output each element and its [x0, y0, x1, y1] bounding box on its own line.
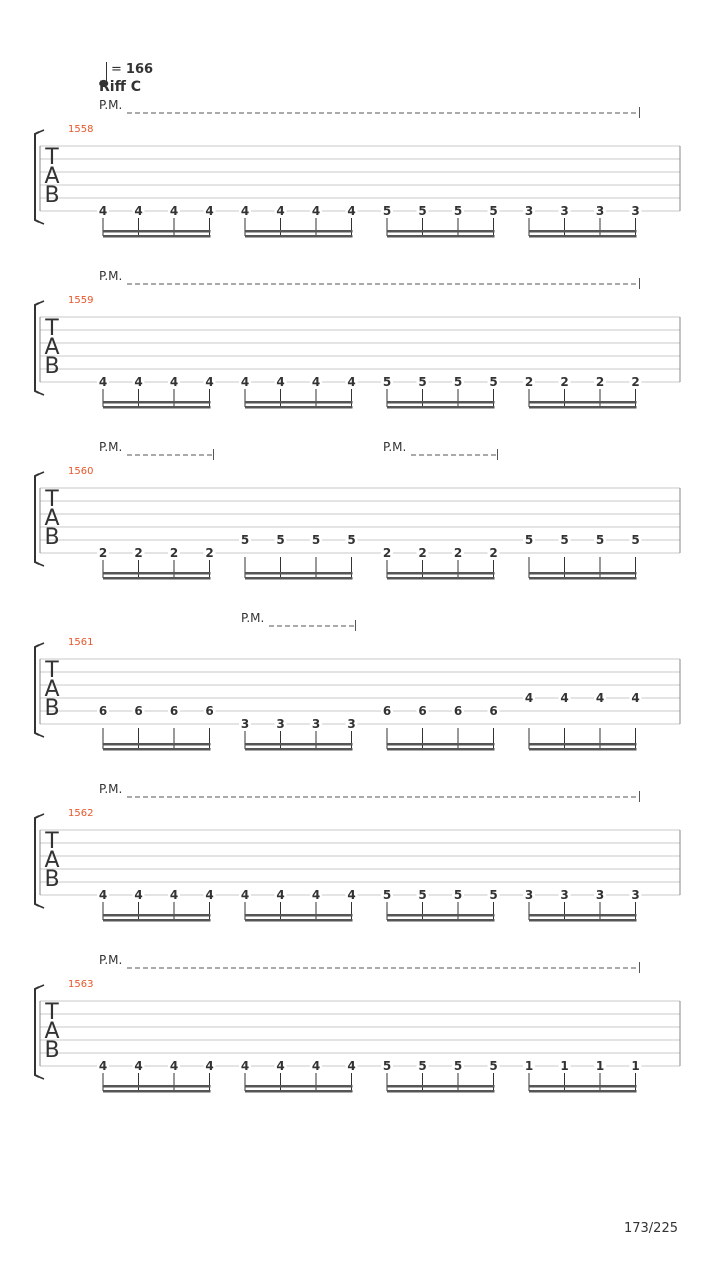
tempo-value: 166	[125, 62, 154, 77]
tab-clef-letter: A	[44, 506, 60, 531]
fret-number: 1	[595, 1059, 605, 1073]
fret-number: 6	[418, 704, 427, 718]
measure-number: 1561	[68, 637, 94, 648]
beam-primary	[245, 743, 353, 746]
fret-number: 2	[98, 546, 108, 560]
tab-clef-letter: B	[44, 696, 60, 721]
palm-mute-label: P.M.	[99, 440, 123, 454]
beam-secondary	[529, 919, 637, 922]
tab-clef-letter: B	[44, 183, 60, 208]
fret-number: 1	[560, 1059, 569, 1073]
system-bracket	[35, 645, 39, 735]
fret-number: 5	[631, 533, 640, 547]
fret-number: 5	[453, 1059, 463, 1073]
fret-number: 5	[453, 204, 463, 218]
beam-primary	[387, 230, 495, 233]
tab-clef-letter: B	[44, 867, 60, 892]
fret-number: 4	[631, 691, 640, 705]
fret-number: 4	[524, 691, 534, 705]
beam-secondary	[529, 748, 637, 751]
beam-secondary	[103, 406, 211, 409]
palm-mute-label: P.M.	[99, 98, 123, 112]
fret-number: 2	[134, 546, 143, 560]
tab-clef-letter: A	[44, 848, 60, 873]
fret-number: 4	[205, 204, 214, 218]
system-bracket	[35, 987, 39, 1077]
beam-primary	[245, 401, 353, 404]
fret-number: 5	[382, 375, 392, 389]
beam-primary	[529, 572, 637, 575]
beam-primary	[529, 914, 637, 917]
fret-number: 5	[418, 1059, 427, 1073]
fret-number: 3	[524, 204, 534, 218]
beam-primary	[103, 914, 211, 917]
beam-secondary	[529, 577, 637, 580]
fret-number: 5	[489, 888, 498, 902]
palm-mute-label: P.M.	[99, 782, 123, 796]
tab-clef-letter: T	[45, 145, 59, 170]
section-label: Riff C	[99, 79, 142, 95]
fret-number: 4	[347, 888, 356, 902]
beam-secondary	[245, 1090, 353, 1093]
beam-secondary	[245, 235, 353, 238]
fret-number: 4	[98, 204, 108, 218]
beam-secondary	[103, 577, 211, 580]
fret-number: 4	[276, 375, 285, 389]
fret-number: 4	[311, 1059, 321, 1073]
fret-number: 6	[489, 704, 498, 718]
fret-number: 4	[98, 1059, 108, 1073]
measure-number: 1562	[68, 808, 94, 819]
tab-clef-letter: T	[45, 658, 59, 683]
measure-number: 1560	[68, 466, 94, 477]
fret-number: 5	[489, 375, 498, 389]
fret-number: 3	[240, 717, 250, 731]
fret-number: 4	[205, 888, 214, 902]
measure-number: 1558	[68, 124, 94, 135]
fret-number: 3	[595, 204, 605, 218]
fret-number: 2	[205, 546, 214, 560]
fret-number: 5	[418, 204, 427, 218]
tab-clef-letter: A	[44, 164, 60, 189]
beam-secondary	[103, 919, 211, 922]
fret-number: 4	[169, 204, 179, 218]
tempo-equals: =	[111, 62, 122, 77]
fret-number: 2	[489, 546, 498, 560]
palm-mute-label: P.M.	[383, 440, 407, 454]
beam-secondary	[245, 406, 353, 409]
fret-number: 3	[560, 204, 569, 218]
beam-primary	[245, 572, 353, 575]
fret-number: 4	[311, 888, 321, 902]
beam-secondary	[387, 1090, 495, 1093]
beam-primary	[103, 230, 211, 233]
fret-number: 4	[240, 1059, 250, 1073]
fret-number: 5	[524, 533, 534, 547]
system-bracket	[35, 132, 39, 222]
fret-number: 4	[276, 1059, 285, 1073]
beam-secondary	[387, 919, 495, 922]
beam-primary	[387, 1085, 495, 1088]
fret-number: 5	[311, 533, 321, 547]
tab-clef-letter: T	[45, 829, 59, 854]
beam-secondary	[529, 406, 637, 409]
fret-number: 6	[134, 704, 143, 718]
tab-clef-letter: B	[44, 354, 60, 379]
fret-number: 5	[453, 888, 463, 902]
fret-number: 5	[453, 375, 463, 389]
beam-primary	[387, 572, 495, 575]
fret-number: 5	[489, 204, 498, 218]
fret-number: 5	[276, 533, 285, 547]
fret-number: 3	[560, 888, 569, 902]
page-number: 173/225	[623, 1221, 678, 1236]
fret-number: 4	[311, 204, 321, 218]
fret-number: 5	[560, 533, 569, 547]
fret-number: 2	[169, 546, 179, 560]
fret-number: 4	[169, 375, 179, 389]
fret-number: 3	[524, 888, 534, 902]
fret-number: 3	[595, 888, 605, 902]
beam-primary	[529, 1085, 637, 1088]
beam-primary	[103, 572, 211, 575]
beam-secondary	[387, 577, 495, 580]
beam-primary	[529, 743, 637, 746]
fret-number: 4	[134, 375, 143, 389]
beam-secondary	[387, 235, 495, 238]
beam-primary	[103, 401, 211, 404]
fret-number: 4	[276, 204, 285, 218]
tab-clef-letter: A	[44, 677, 60, 702]
fret-number: 4	[134, 888, 143, 902]
fret-number: 4	[205, 375, 214, 389]
fret-number: 4	[595, 691, 605, 705]
fret-number: 3	[276, 717, 285, 731]
tab-clef-letter: A	[44, 335, 60, 360]
fret-number: 2	[595, 375, 605, 389]
fret-number: 5	[382, 1059, 392, 1073]
fret-number: 6	[98, 704, 108, 718]
beam-secondary	[103, 1090, 211, 1093]
fret-number: 6	[205, 704, 214, 718]
fret-number: 4	[240, 204, 250, 218]
fret-number: 4	[169, 888, 179, 902]
beam-secondary	[387, 748, 495, 751]
fret-number: 4	[98, 888, 108, 902]
fret-number: 5	[382, 204, 392, 218]
fret-number: 5	[347, 533, 356, 547]
measure-number: 1559	[68, 295, 94, 306]
beam-primary	[245, 914, 353, 917]
fret-number: 3	[631, 204, 640, 218]
beam-secondary	[245, 748, 353, 751]
beam-primary	[245, 1085, 353, 1088]
fret-number: 2	[631, 375, 640, 389]
fret-number: 6	[453, 704, 463, 718]
palm-mute-label: P.M.	[241, 611, 265, 625]
fret-number: 4	[240, 375, 250, 389]
fret-number: 2	[560, 375, 569, 389]
fret-number: 5	[418, 888, 427, 902]
beam-primary	[387, 914, 495, 917]
tab-clef-letter: A	[44, 1019, 60, 1044]
beam-primary	[245, 230, 353, 233]
fret-number: 4	[347, 204, 356, 218]
fret-number: 3	[347, 717, 356, 731]
tab-clef-letter: B	[44, 525, 60, 550]
palm-mute-label: P.M.	[99, 269, 123, 283]
beam-secondary	[103, 748, 211, 751]
fret-number: 2	[524, 375, 534, 389]
beam-primary	[387, 401, 495, 404]
fret-number: 1	[524, 1059, 534, 1073]
system-bracket	[35, 816, 39, 906]
fret-number: 3	[311, 717, 321, 731]
fret-number: 4	[98, 375, 108, 389]
fret-number: 4	[276, 888, 285, 902]
fret-number: 5	[489, 1059, 498, 1073]
beam-primary	[529, 230, 637, 233]
system-bracket	[35, 303, 39, 393]
beam-secondary	[103, 235, 211, 238]
beam-primary	[529, 401, 637, 404]
beam-secondary	[245, 919, 353, 922]
fret-number: 2	[453, 546, 463, 560]
fret-number: 2	[418, 546, 427, 560]
fret-number: 6	[169, 704, 179, 718]
fret-number: 3	[631, 888, 640, 902]
fret-number: 4	[240, 888, 250, 902]
fret-number: 6	[382, 704, 392, 718]
beam-secondary	[529, 235, 637, 238]
beam-primary	[103, 743, 211, 746]
fret-number: 4	[205, 1059, 214, 1073]
fret-number: 5	[240, 533, 250, 547]
beam-primary	[103, 1085, 211, 1088]
fret-number: 5	[595, 533, 605, 547]
fret-number: 4	[169, 1059, 179, 1073]
system-bracket	[35, 474, 39, 564]
tab-clef-letter: B	[44, 1038, 60, 1063]
palm-mute-label: P.M.	[99, 953, 123, 967]
tab-clef-letter: T	[45, 316, 59, 341]
fret-number: 4	[134, 204, 143, 218]
fret-number: 5	[382, 888, 392, 902]
fret-number: 1	[631, 1059, 640, 1073]
measure-number: 1563	[68, 979, 94, 990]
tab-clef-letter: T	[45, 1000, 59, 1025]
fret-number: 2	[382, 546, 392, 560]
beam-secondary	[245, 577, 353, 580]
beam-secondary	[529, 1090, 637, 1093]
fret-number: 4	[347, 375, 356, 389]
beam-primary	[387, 743, 495, 746]
tab-clef-letter: T	[45, 487, 59, 512]
fret-number: 5	[418, 375, 427, 389]
fret-number: 4	[311, 375, 321, 389]
fret-number: 4	[134, 1059, 143, 1073]
beam-secondary	[387, 406, 495, 409]
fret-number: 4	[347, 1059, 356, 1073]
fret-number: 4	[560, 691, 569, 705]
